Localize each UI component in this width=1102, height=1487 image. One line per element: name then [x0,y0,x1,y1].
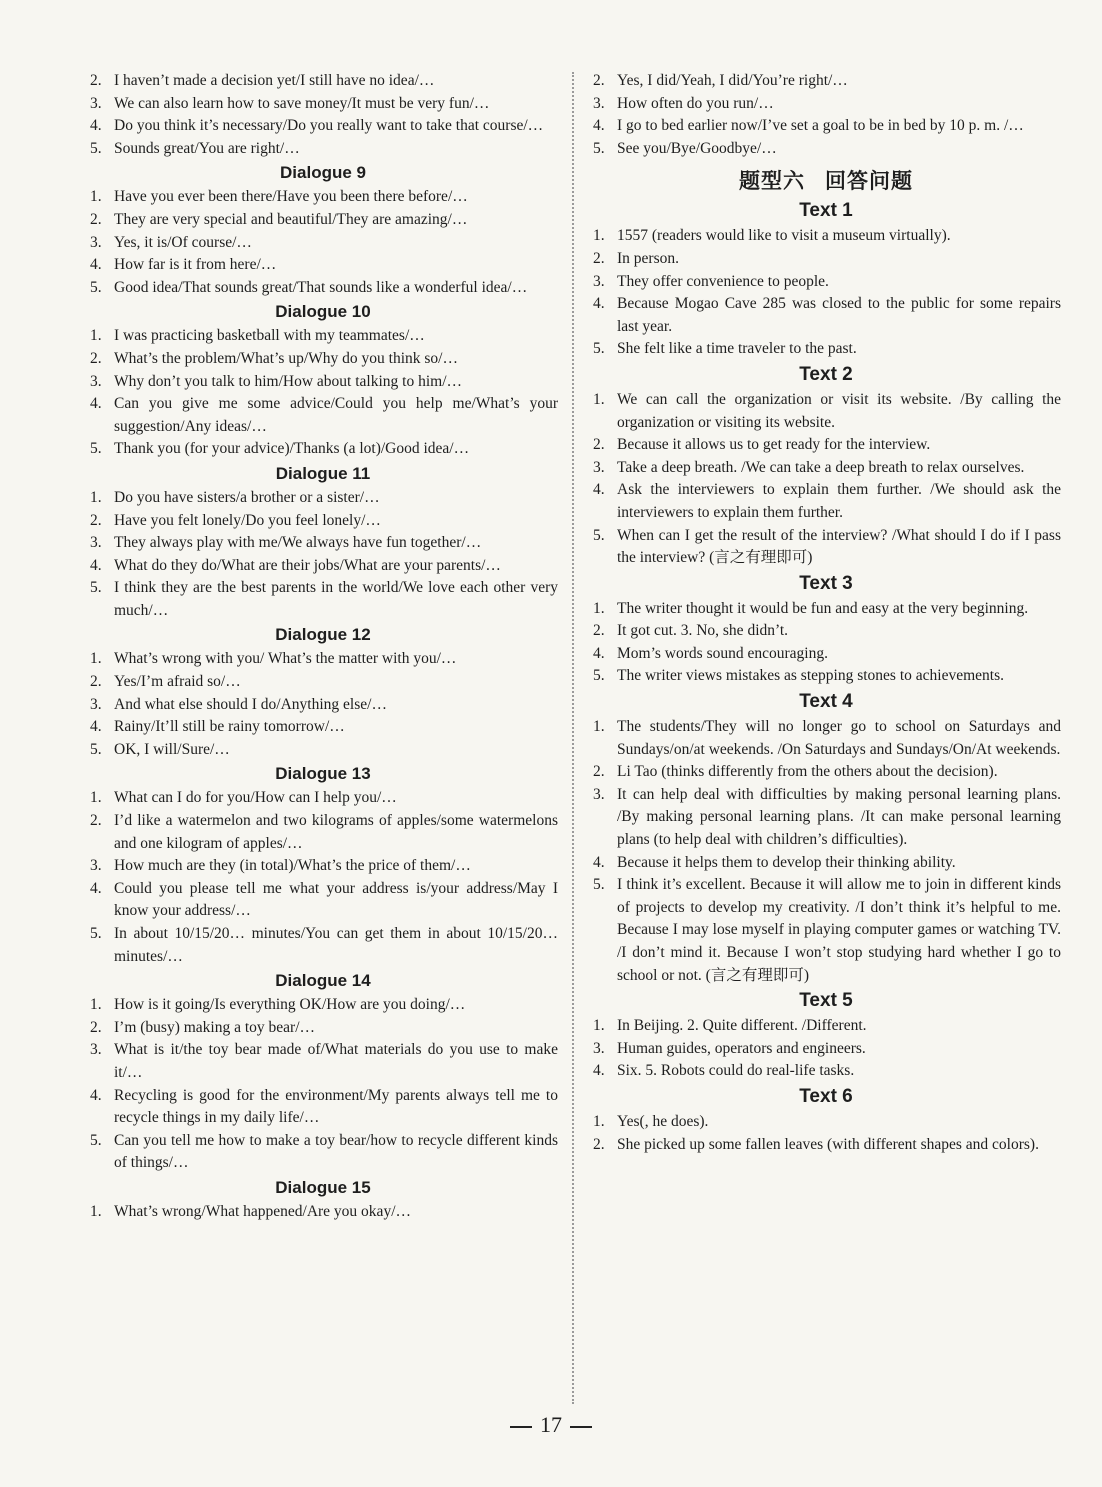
footer-dash-right [570,1426,592,1428]
answer-list [88,1201,558,1224]
answer-text: Why don’t you talk to him/How about talking to him/… [114,372,463,390]
answer-text: Ask the interviewers to explain them further. /We should ask the interviewers to explain them further. [617,481,1061,521]
answer-number: 3. [90,94,102,112]
answer-section [88,161,558,299]
answer-number: 5. [593,667,605,685]
answer-section [88,623,558,761]
right-top-list [591,70,1061,160]
answer-text: How much are they (in total)/What’s the price of them/… [114,857,471,875]
answer-item [591,1015,1061,1038]
answer-number: 5. [90,278,102,296]
answer-text: OK, I will/Sure/… [114,740,230,758]
answer-number: 5. [593,340,605,358]
answer-list [88,787,558,968]
answer-text: I haven’t made a decision yet/I still have no idea/… [114,72,435,89]
answer-text: The writer views mistakes as stepping stones to achievements. [617,667,1004,685]
answer-text: See you/Bye/Goodbye/… [617,139,777,157]
answer-number: 4. [593,481,605,499]
answer-item [591,271,1061,294]
answer-text: I think it’s excellent. Because it will allow me to join in different kinds of projects to develop my creativity. /I don’t think it’s helpful to me. Because I may lose myself in playing computer games or watching TV. /I don’t mind it. Because I won’t stop studying hard whether I go to school or not. (言之有理即可) [617,876,1061,984]
answer-item [88,994,558,1017]
answer-item [591,70,1061,93]
answer-text: Li Tao (thinks differently from the others about the decision). [617,763,998,781]
left-column [88,70,558,1224]
answer-item [88,1130,558,1175]
answer-list [591,389,1061,570]
answer-text: Yes, it is/Of course/… [114,233,252,251]
answer-item [88,648,558,671]
answer-text: Human guides, operators and engineers. [617,1039,866,1057]
answer-list [88,325,558,461]
answer-number: 5. [90,925,102,942]
answer-item [591,598,1061,621]
column-divider [572,72,574,1404]
answer-item [591,761,1061,784]
answer-item [88,1039,558,1084]
answer-number: 2. [593,763,605,781]
answer-section [88,1176,558,1224]
answer-section [591,689,1061,987]
answer-item [88,70,558,93]
answer-text: It got cut. 3. No, she didn’t. [617,622,789,640]
answer-item [88,671,558,694]
answer-item [591,138,1061,161]
answer-list [88,186,558,299]
answer-section [591,362,1061,570]
answer-text: Because it allows us to get ready for the interview. [617,436,931,454]
answer-item [591,293,1061,338]
answer-number: 1. [90,488,102,506]
answer-text: What’s the problem/What’s up/Why do you think so/… [114,349,458,367]
answer-text: Could you please tell me what your address is/your address/May I know your address/… [114,879,558,920]
answer-text: What’s wrong/What happened/Are you okay/… [114,1202,411,1220]
answer-item [88,810,558,855]
answer-number: 1. [593,227,605,245]
answer-item [88,487,558,510]
answer-section [88,762,558,968]
footer-dash-left [510,1426,532,1428]
answer-number: 2. [593,1135,605,1153]
answer-item [88,555,558,578]
answer-item [591,1134,1061,1157]
answer-item [88,1201,558,1224]
answer-item [88,855,558,878]
answer-text: Yes/I’m afraid so/… [114,673,241,691]
answer-text: Take a deep breath. /We can take a deep breath to relax ourselves. [617,458,1025,476]
answer-section [591,198,1061,361]
answer-number: 3. [593,458,605,476]
answer-item [88,716,558,739]
answer-text: She picked up some fallen leaves (with different shapes and colors). [617,1135,1039,1153]
answer-text: Yes(, he does). [617,1112,709,1130]
answer-number: 1. [593,599,605,617]
answer-item [88,254,558,277]
answer-item [591,434,1061,457]
answer-section [88,462,558,623]
answer-text: Do you think it’s necessary/Do you really want to take that course/… [114,117,544,135]
answer-number: 5. [90,740,102,758]
answer-section [591,571,1061,688]
section-heading: Text 1 [799,200,853,222]
answer-item [591,852,1061,875]
answer-text: Sounds great/You are right/… [114,139,300,157]
answer-item [591,93,1061,116]
answer-number: 1. [90,650,102,668]
answer-number: 2. [593,72,605,89]
answer-number: 3. [90,857,102,875]
answer-number: 4. [90,256,102,274]
answer-text: They offer convenience to people. [617,272,829,290]
answer-item [591,225,1061,248]
answer-item [88,787,558,810]
answer-item [591,643,1061,666]
answer-item [591,115,1061,138]
answer-item [591,457,1061,480]
section-heading: Dialogue 11 [275,463,371,483]
answer-section [88,300,558,461]
answer-number: 2. [593,622,605,640]
answer-item [88,371,558,394]
section-heading: Dialogue 13 [275,764,371,784]
section-heading: Dialogue 15 [275,1177,371,1197]
answer-text: I’d like a watermelon and two kilograms of apples/some watermelons and one kilogram of apples/… [114,812,558,852]
answer-item [88,1085,558,1130]
page-footer [0,1412,1102,1438]
answer-number: 2. [90,72,102,89]
answer-number: 5. [593,526,605,544]
answer-item [591,389,1061,434]
section-heading: Text 2 [799,363,853,385]
answer-text: How often do you run/… [617,94,774,112]
answer-text: Yes, I did/Yeah, I did/You’re right/… [617,72,848,89]
answer-text: Do you have sisters/a brother or a sister/… [114,488,380,506]
answer-item [88,348,558,371]
section-heading: Text 5 [799,990,853,1012]
answer-text: She felt like a time traveler to the past. [617,340,857,358]
answer-list [88,648,558,761]
answer-number: 2. [90,1018,102,1036]
answer-item [88,532,558,555]
answer-number: 3. [90,233,102,251]
answer-number: 1. [90,1202,102,1220]
right-texts [591,198,1061,1156]
answer-text: Have you ever been there/Have you been there before/… [114,188,468,206]
section-title-name: 回答问题 [825,169,913,194]
answer-number: 5. [90,440,102,458]
answer-item [591,665,1061,688]
answer-number: 3. [90,695,102,713]
answer-number: 4. [90,718,102,736]
answer-number: 1. [90,327,102,345]
answer-item [88,186,558,209]
answer-item [88,277,558,300]
answer-item [88,93,558,116]
answer-number: 1. [90,789,102,807]
answer-item [88,739,558,762]
answer-number: 4. [90,117,102,135]
answer-number: 4. [593,644,605,662]
section-heading: Dialogue 10 [275,302,371,322]
answer-number: 3. [593,785,605,803]
answer-list [591,1111,1061,1156]
section-heading: Dialogue 14 [275,971,371,991]
answer-text: Can you tell me how to make a toy bear/how to recycle different kinds of things/… [114,1131,558,1172]
answer-text: They always play with me/We always have fun together/… [114,534,482,552]
answer-number: 4. [90,395,102,413]
answer-text: Mom’s words sound encouraging. [617,644,828,662]
answer-section [591,1084,1061,1156]
answer-number: 2. [90,511,102,529]
answer-text: Thank you (for your advice)/Thanks (a lot)/Good idea/… [114,440,470,458]
answer-number: 4. [90,1086,102,1104]
answer-number: 4. [90,556,102,574]
answer-text: The writer thought it would be fun and easy at the very beginning. [617,599,1029,617]
answer-number: 3. [90,1041,102,1059]
answer-text: I think they are the best parents in the world/We love each other very much/… [114,579,558,619]
answer-text: Because it helps them to develop their thinking ability. [617,853,956,871]
answer-text: I’m (busy) making a toy bear/… [114,1018,316,1036]
answer-text: What is it/the toy bear made of/What materials do you use to make it/… [114,1041,558,1081]
answer-item [88,923,558,968]
answer-list [591,716,1061,987]
answer-number: 5. [90,1131,102,1149]
answer-number: 3. [90,372,102,390]
answer-list [88,70,558,160]
answer-number: 2. [90,812,102,830]
answer-item [591,1038,1061,1061]
answer-text: What can I do for you/How can I help you/… [114,789,397,807]
answer-number: 2. [90,349,102,367]
answer-text: Good idea/That sounds great/That sounds like a wonderful idea/… [114,278,528,296]
answer-number: 1. [90,188,102,206]
section-heading: Text 4 [799,691,853,713]
section-heading: Text 6 [799,1085,853,1107]
answer-item [88,232,558,255]
answer-list [591,598,1061,688]
right-column [591,70,1061,1156]
answer-item [88,1017,558,1040]
answer-text: 1557 (readers would like to visit a museum virtually). [617,227,951,245]
answer-text: Have you felt lonely/Do you feel lonely/… [114,511,381,529]
answer-number: 3. [593,94,605,112]
answer-item [88,115,558,138]
answer-number: 5. [593,139,605,157]
answer-text: It can help deal with difficulties by making personal learning plans. /By making personal learning plans. /It can make personal learning plans (to help deal with children’s difficulties). [617,785,1061,849]
answer-number: 4. [593,295,605,313]
answer-text: In Beijing. 2. Quite different. /Different. [617,1017,867,1035]
answer-item [591,525,1061,570]
answer-text: I go to bed earlier now/I’ve set a goal to be in bed by 10 p. m. /… [617,117,1024,135]
answer-item [88,209,558,232]
answer-number: 1. [90,996,102,1014]
answer-text: The students/They will no longer go to school on Saturdays and Sundays/on/at weekends. /On Saturdays and Sundays/On/At weekends. [617,718,1061,758]
answer-item [88,138,558,161]
answer-text: And what else should I do/Anything else/… [114,695,387,713]
answer-item [88,393,558,438]
answer-number: 4. [593,117,605,135]
answer-text: Rainy/It’ll still be rainy tomorrow/… [114,718,345,736]
answer-number: 1. [593,390,605,408]
answer-number: 5. [90,139,102,157]
answer-number: 4. [90,879,102,897]
answer-item [591,248,1061,271]
answer-section [88,969,558,1175]
answer-text: We can call the organization or visit its website. /By calling the organization or visiting its website. [617,390,1061,431]
answer-number: 3. [593,1039,605,1057]
answer-text: When can I get the result of the interview? /What should I do if I pass the interview? (言之有理即可) [617,526,1061,567]
answer-text: Six. 5. Robots could do real-life tasks. [617,1062,855,1080]
answer-list [88,487,558,623]
section-heading: Text 3 [799,572,853,594]
answer-item [591,1111,1061,1134]
answer-number: 4. [593,1062,605,1080]
answer-item [591,716,1061,761]
answer-item [591,338,1061,361]
answer-list [591,1015,1061,1083]
answer-item [88,878,558,923]
answer-number: 2. [593,249,605,267]
answer-text: In person. [617,249,679,267]
answer-item [591,479,1061,524]
answer-item [591,620,1061,643]
answer-list [591,225,1061,361]
answer-item [88,694,558,717]
page-number: 17 [540,1412,562,1437]
answer-section [591,988,1061,1083]
answer-item [591,784,1061,852]
answer-text: Because Mogao Cave 285 was closed to the public for some repairs last year. [617,295,1061,335]
section-title [591,166,1061,196]
answer-text: What’s wrong with you/ What’s the matter with you/… [114,650,457,668]
answer-item [88,577,558,622]
answer-item [591,874,1061,987]
answer-number: 2. [90,673,102,691]
section-heading: Dialogue 9 [280,163,366,183]
answer-item [88,510,558,533]
answer-number: 2. [593,436,605,454]
answer-number: 5. [90,579,102,597]
answer-number: 1. [593,1112,605,1130]
answer-item [591,1060,1061,1083]
answer-number: 2. [90,210,102,228]
answer-text: In about 10/15/20… minutes/You can get them in about 10/15/20… minutes/… [114,925,558,965]
answer-text: I was practicing basketball with my teammates/… [114,327,425,345]
answer-text: How far is it from here/… [114,256,277,274]
section-heading: Dialogue 12 [275,625,371,645]
answer-text: What do they do/What are their jobs/What are your parents/… [114,556,501,574]
answer-text: How is it going/Is everything OK/How are you doing/… [114,996,466,1014]
answer-item [88,438,558,461]
answer-number: 3. [90,534,102,552]
answer-number: 3. [593,272,605,290]
answer-number: 1. [593,718,605,736]
section-title-type: 题型六 [739,169,805,194]
answer-text: They are very special and beautiful/They are amazing/… [114,210,468,228]
answer-item [88,325,558,348]
answer-section [88,70,558,160]
answer-list [88,994,558,1175]
answer-number: 4. [593,853,605,871]
answer-text: Recycling is good for the environment/My parents always tell me to recycle things in my daily life/… [114,1086,558,1127]
answer-text: Can you give me some advice/Could you help me/What’s your suggestion/Any ideas/… [114,395,558,435]
answer-number: 1. [593,1017,605,1035]
answer-number: 5. [593,876,605,894]
answer-text: We can also learn how to save money/It must be very fun/… [114,94,490,112]
